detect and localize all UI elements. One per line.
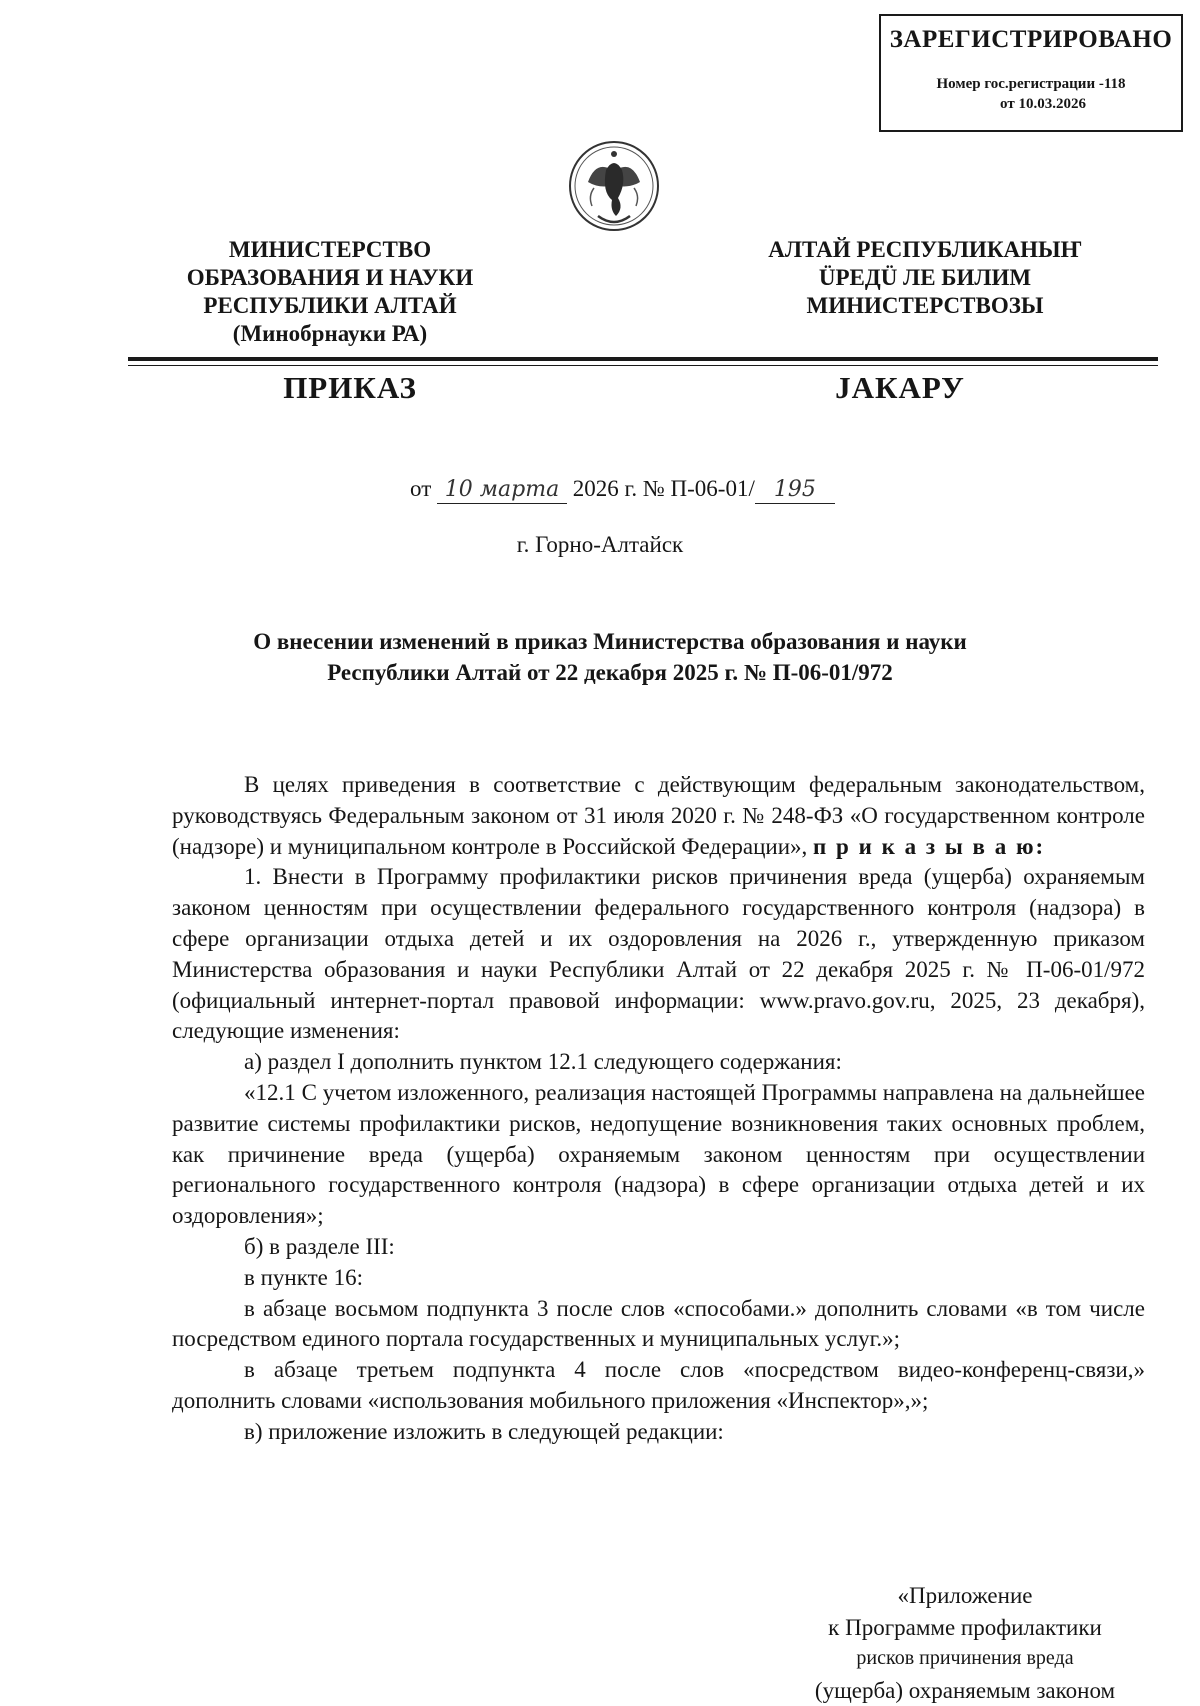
point-16: в пункте 16: xyxy=(172,1263,1145,1294)
order-body xyxy=(172,770,1145,1448)
city: г. Горно-Алтайск xyxy=(0,532,1200,558)
title-line: Республики Алтай от 22 декабря 2025 г. № П-06-01/972 xyxy=(160,657,1060,688)
order-title xyxy=(160,626,1060,688)
order-date-number xyxy=(410,476,835,504)
ministry-line: ÜРЕДÜ ЛЕ БИЛИМ xyxy=(745,264,1105,292)
order-heading-altai: JАКАРУ xyxy=(800,370,1000,406)
stamp-reg-number: Номер гос.регистрации -118 xyxy=(881,74,1181,94)
stamp-title: ЗАРЕГИСТРИРОВАНО xyxy=(881,26,1181,54)
title-line: О внесении изменений в приказ Министерства образования и науки xyxy=(160,626,1060,657)
ministry-short-name: (Минобрнауки РА) xyxy=(150,320,510,348)
order-number-text: 2026 г. № П-06-01/ xyxy=(573,476,755,501)
intro-command: п р и к а з ы в а ю: xyxy=(813,834,1045,859)
appendix-line: рисков причинения вреда xyxy=(780,1643,1150,1675)
intro-paragraph xyxy=(172,770,1145,862)
header-divider xyxy=(128,357,1158,361)
ministry-name-russian xyxy=(150,236,510,348)
quote-12-1: «12.1 С учетом изложенного, реализация настоящей Программы направлена на дальнейшее развитие системы профилактики рисков, недопущение возникновения таких основных проблем, как причинение вреда (ущерба) охраняемым законом ценностям при осуществлении регионального государственного контроля (надзора) в сфере организации отдыха детей и их оздоровления»; xyxy=(172,1078,1145,1232)
appendix-heading xyxy=(780,1580,1150,1706)
ministry-line: МИНИСТЕРСТВО xyxy=(150,236,510,264)
appendix-line: к Программе профилактики xyxy=(780,1612,1150,1644)
stamp-reg-date: от 10.03.2026 xyxy=(905,94,1181,114)
item-a: а) раздел I дополнить пунктом 12.1 следующего содержания: xyxy=(172,1047,1145,1078)
handwritten-order-number: 195 xyxy=(755,477,835,504)
paragraph-eighth: в абзаце восьмом подпункта 3 после слов «способами.» дополнить словами «в том числе посредством единого портала государственных и муниципальных услуг.»; xyxy=(172,1294,1145,1356)
ministry-line: ОБРАЗОВАНИЯ И НАУКИ xyxy=(150,264,510,292)
coat-of-arms-icon xyxy=(566,136,662,240)
order-heading-russian: ПРИКАЗ xyxy=(230,370,470,406)
ministry-line: МИНИСТЕРСТВОЗЫ xyxy=(745,292,1105,320)
ministry-name-altai xyxy=(745,236,1105,320)
header-divider-thin xyxy=(128,365,1158,366)
item-1: 1. Внести в Программу профилактики рисков причинения вреда (ущерба) охраняемым законом ценностям при осуществлении федерального государственного контроля (надзора) в сфере организации отдыха детей и их оздоровления на 2026 г., утвержденную приказом Министерства образования и науки Республики Алтай от 22 декабря 2025 г. № П-06-01/972 (официальный интернет-портал правовой информации: www.pravo.gov.ru, 2025, 23 декабря), следующие изменения: xyxy=(172,862,1145,1047)
ministry-line: РЕСПУБЛИКИ АЛТАЙ xyxy=(150,292,510,320)
ministry-line: АЛТАЙ РЕСПУБЛИКАНЫҤ xyxy=(745,236,1105,264)
appendix-line: (ущерба) охраняемым законом xyxy=(780,1675,1150,1706)
item-b: б) в разделе III: xyxy=(172,1232,1145,1263)
registration-stamp xyxy=(879,14,1183,132)
date-prefix: от xyxy=(410,476,431,501)
handwritten-date: 10 марта xyxy=(437,477,567,504)
intro-text: В целях приведения в соответствие с действующим федеральным законодательством, руководствуясь Федеральным законом от 31 июля 2020 г. № 248-ФЗ «О государственном контроле (надзоре) и муниципальном контроле в Российской Федерации», xyxy=(172,772,1145,859)
paragraph-third: в абзаце третьем подпункта 4 после слов «посредством видео-конференц-связи,» дополнить словами «использования мобильного приложения «Инспектор»,»; xyxy=(172,1355,1145,1417)
item-v: в) приложение изложить в следующей редакции: xyxy=(172,1417,1145,1448)
appendix-line: «Приложение xyxy=(780,1580,1150,1612)
